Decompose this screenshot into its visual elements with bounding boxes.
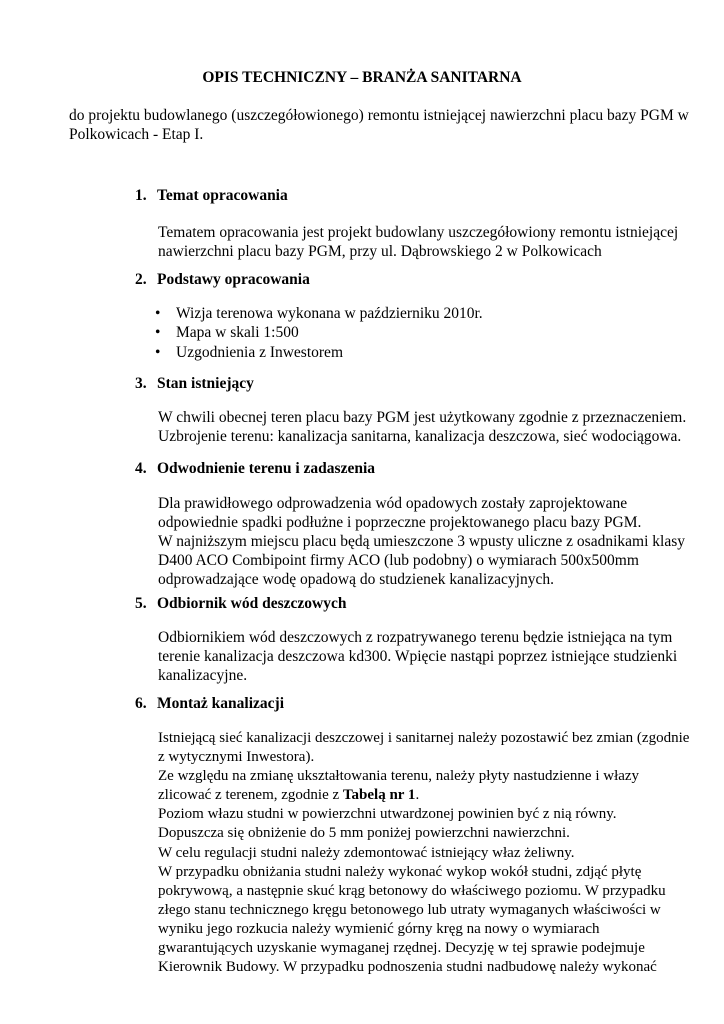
list-item-text: Wizja terenowa wykonana w październiku 2010r. (176, 305, 483, 322)
document-title: OPIS TECHNICZNY – BRANŻA SANITARNA (202, 69, 522, 86)
table-reference: Tabelą nr 1 (342, 787, 416, 804)
section-heading: Stan istniejący (157, 375, 254, 392)
paragraph-line: z wytycznymi Inwestora). (158, 749, 315, 766)
list-item-text: Uzgodnienia z Inwestorem (176, 343, 343, 361)
section-number: 3. (135, 375, 147, 392)
paragraph-line: wyniku jego rozkucia należy wymienić górny kręg na nowy o wymiarach (158, 920, 600, 937)
paragraph-line: gwarantujących uzyskanie wymaganej rzędnej. Decyzję w tej sprawie podejmuje (158, 940, 645, 957)
paragraph-line: W celu regulacji studni należy zdemontować istniejący właz żeliwny. (158, 844, 575, 861)
paragraph-line: odprowadzające wodę opadową do studzienek kanalizacyjnych. (158, 571, 554, 588)
section-number: 6. (135, 695, 147, 712)
intro-line: Polkowicach - Etap I. (69, 126, 204, 143)
bullet-icon: • (155, 305, 161, 322)
paragraph-line: nawierzchni placu bazy PGM, przy ul. Dąbrowskiego 2 w Polkowicach (158, 243, 602, 260)
paragraph-line: Istniejącą sieć kanalizacji deszczowej i sanitarnej należy pozostawić bez zmian (zgodnie (158, 730, 690, 746)
list-item (155, 323, 483, 342)
paragraph-line (158, 786, 673, 805)
paragraph-line: Odbiornikiem wód deszczowych z rozpatrywanego terenu będzie istniejąca na tym (158, 629, 673, 646)
section-heading: Odbiornik wód deszczowych (157, 595, 347, 612)
list-item-text: Mapa w skali 1:500 (176, 324, 299, 342)
paragraph-text: . (415, 787, 420, 804)
paragraph-line: kanalizacyjne. (158, 667, 248, 684)
section-6-body (158, 729, 690, 977)
section-number: 4. (135, 460, 147, 477)
paragraph-line: Kierownik Budowy. W przypadku podnoszenia studni nadbudowę należy wykonać (158, 959, 657, 976)
paragraph-line: W najniższym miejscu placu będą umieszczone 3 wpusty uliczne z osadnikami klasy (158, 533, 685, 550)
section-heading: Odwodnienie terenu i zadaszenia (157, 460, 376, 477)
bullet-icon: • (155, 324, 161, 342)
section-number: 2. (135, 271, 147, 288)
section-heading: Temat opracowania (157, 187, 288, 204)
bullet-list (155, 304, 483, 362)
section-heading: Montaż kanalizacji (157, 695, 284, 712)
section-3-body (158, 408, 687, 446)
paragraph-line: W chwili obecnej teren placu bazy PGM jest użytkowany zgodnie z przeznaczeniem. (158, 409, 687, 426)
paragraph-line: Ze względu na zmianę ukształtowania terenu, należy płyty nastudzienne i włazy (158, 768, 640, 785)
paragraph-text: zlicować z terenem, zgodnie z (158, 787, 343, 804)
section-number: 5. (135, 595, 147, 612)
paragraph-line: Poziom włazu studni w powierzchni utwardzonej powinien być z nią równy. (158, 806, 617, 823)
paragraph-line: D400 ACO Combipoint firmy ACO (lub podobny) o wymiarach 500x500mm (158, 552, 639, 569)
list-item (155, 304, 483, 323)
bullet-icon: • (155, 343, 161, 361)
section-5-body (158, 628, 678, 685)
paragraph-line: złego stanu technicznego kręgu betonowego lub utraty wymaganych właściwości w (158, 901, 661, 918)
paragraph-line: Uzbrojenie terenu: kanalizacja sanitarna, kanalizacja deszczowa, sieć wodociągowa. (158, 428, 682, 445)
list-item (155, 343, 483, 362)
paragraph-line: terenie kanalizacja deszczowa kd300. Wpięcie nastąpi poprzez istniejące studzienki (158, 648, 678, 665)
section-4-body (158, 494, 685, 589)
paragraph-line: pokrywową, a następnie skuć krąg betonowy do właściwego poziomu. W przypadku (158, 882, 666, 899)
paragraph-line: Tematem opracowania jest projekt budowlany uszczegółowiony remontu istniejącej (158, 224, 679, 241)
paragraph-line: Dopuszcza się obniżenie do 5 mm poniżej powierzchni nawierzchni. (158, 825, 570, 842)
section-1-body (158, 223, 679, 261)
intro-paragraph (69, 106, 689, 144)
paragraph-line: Dla prawidłowego odprowadzenia wód opadowych zostały zaprojektowane (158, 495, 628, 512)
paragraph-line: odpowiednie spadki podłużne i poprzeczne projektowanego placu bazy PGM. (158, 514, 642, 531)
paragraph-line: W przypadku obniżania studni należy wykonać wykop wokół studni, zdjąć płytę (158, 863, 642, 880)
section-heading: Podstawy opracowania (157, 271, 310, 288)
section-number: 1. (135, 187, 147, 204)
intro-line: do projektu budowlanego (uszczegółowionego) remontu istniejącej nawierzchni placu bazy PGM w (69, 107, 689, 124)
